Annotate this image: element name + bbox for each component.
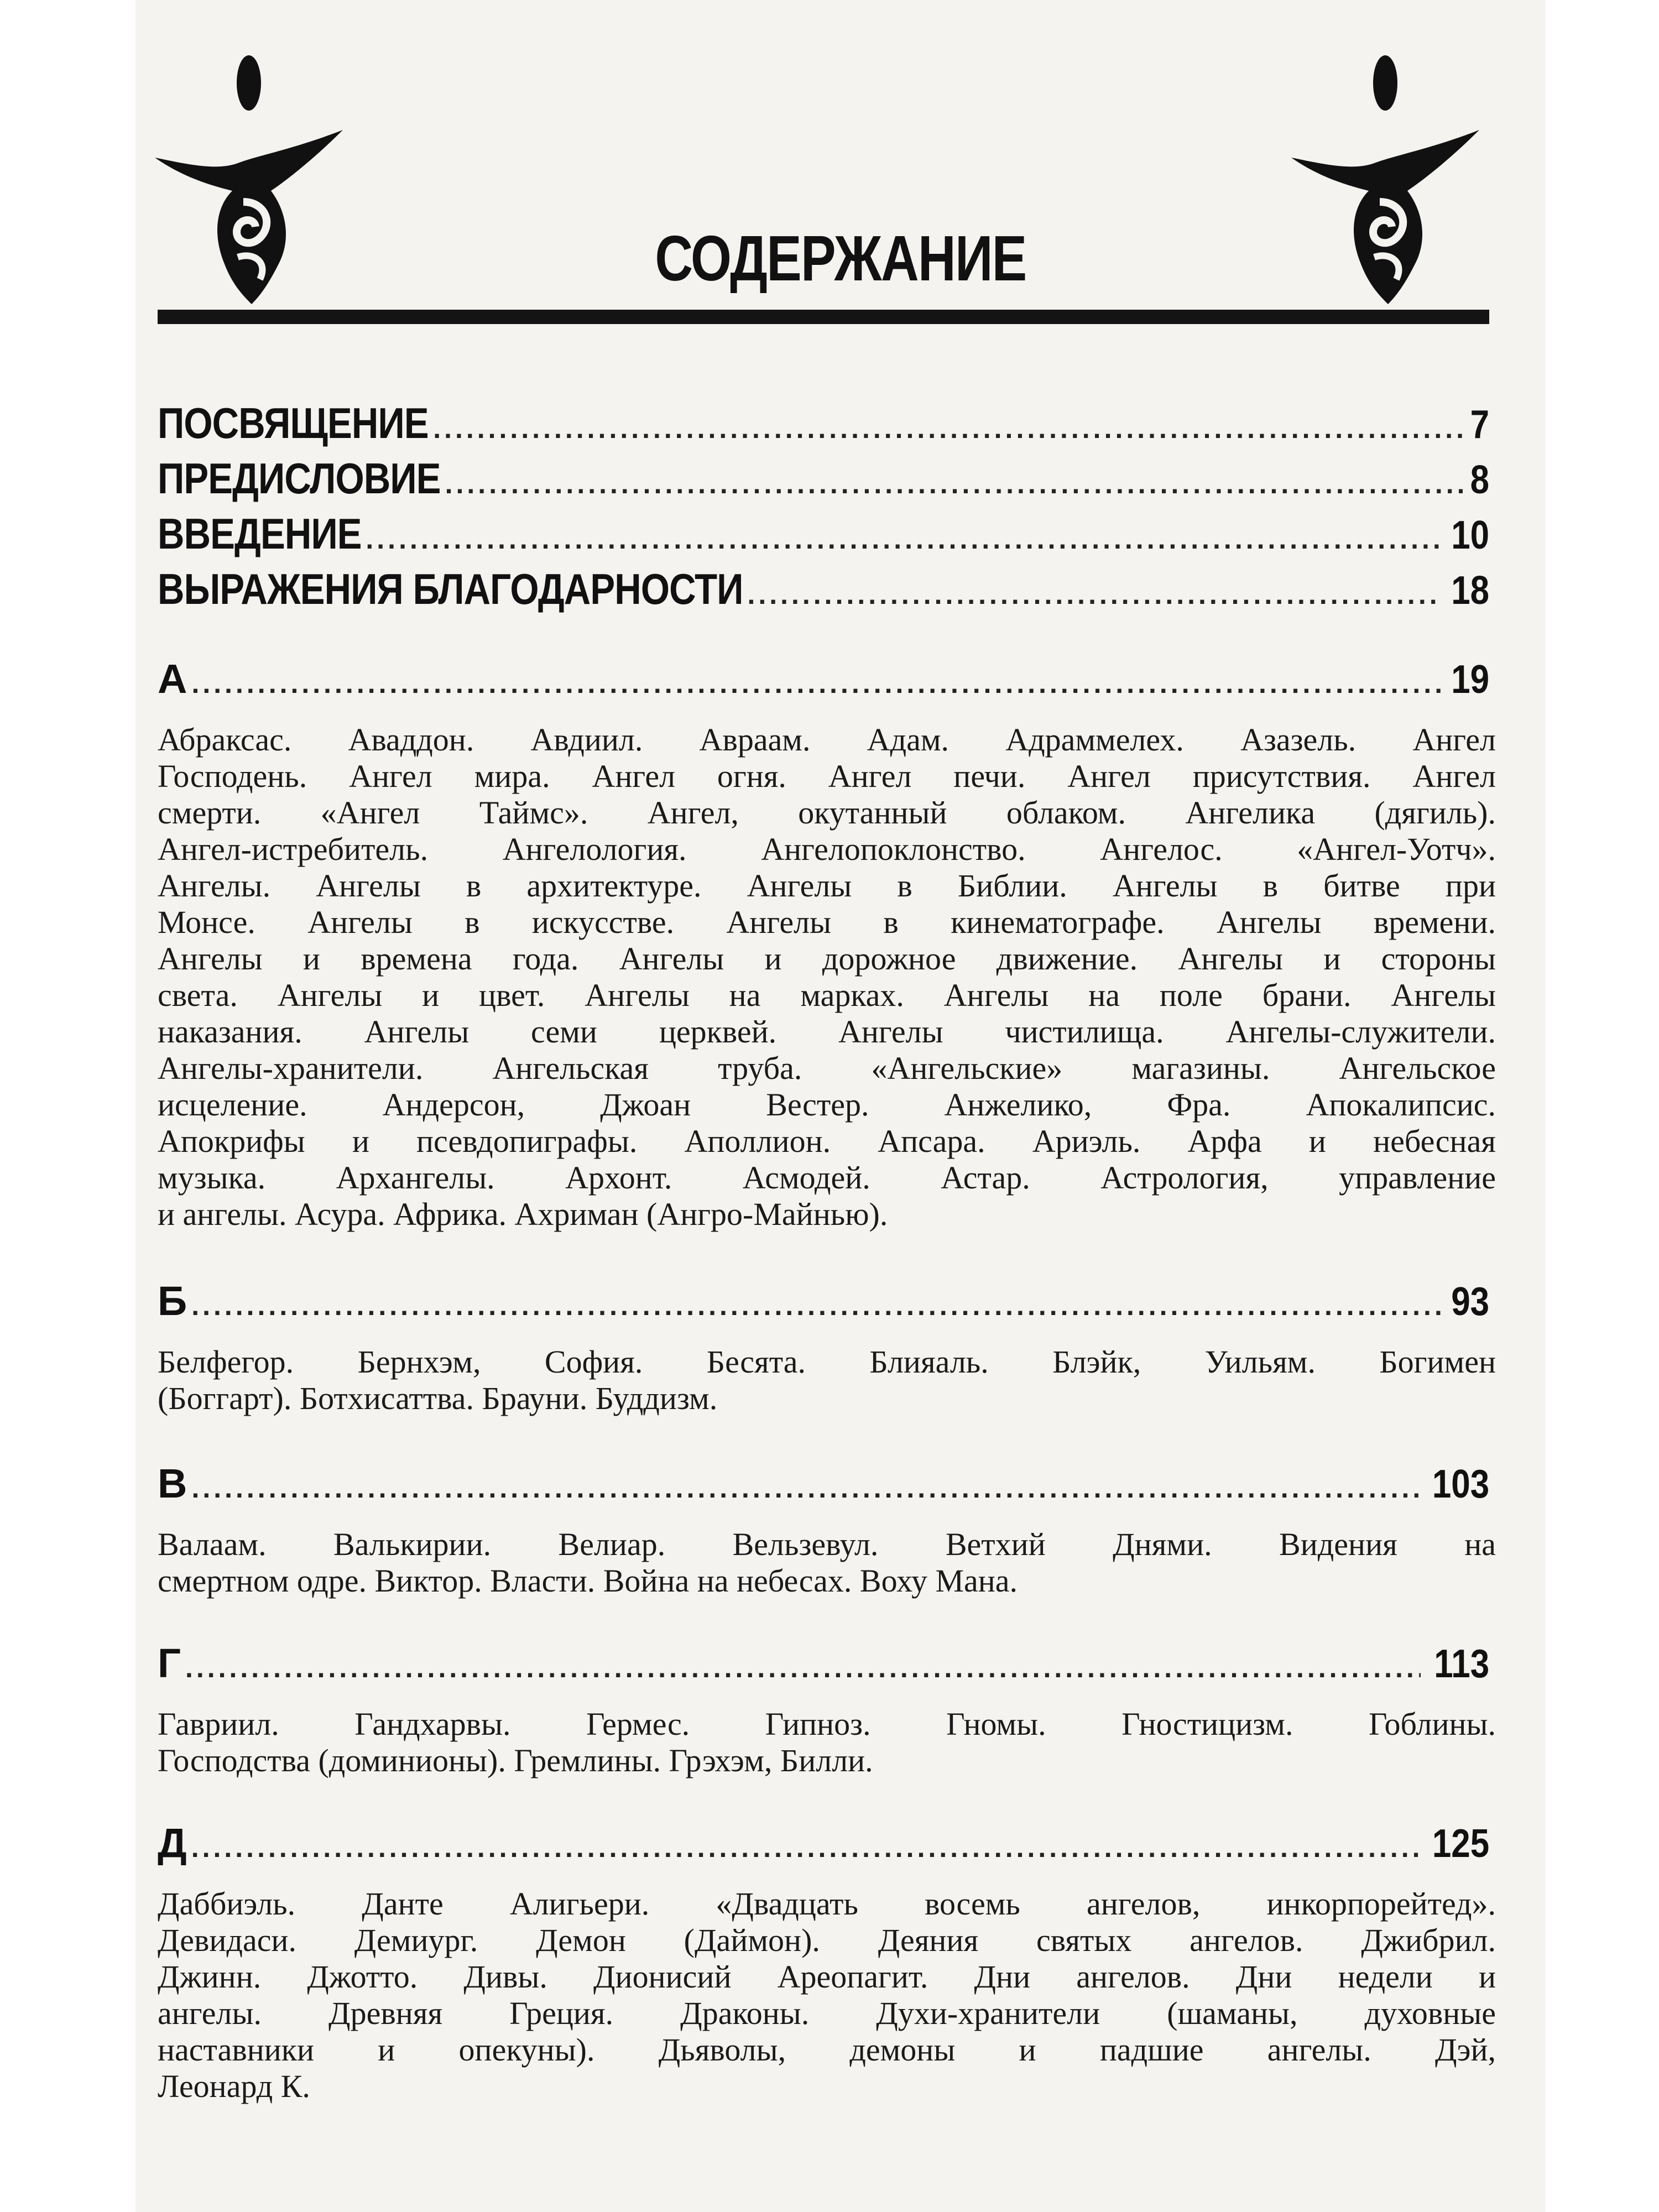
entry-line: смертном одре. Виктор. Власти. Война на небесах. Воху Мана. bbox=[158, 1563, 1018, 1599]
dot-leader bbox=[185, 1652, 1421, 1684]
toc-front-matter-entry[interactable] bbox=[158, 453, 1489, 503]
entry-line: исцеление. Андерсон, Джоан Вестер. Анжелико, Фра. Апокалипсис. bbox=[158, 1087, 1496, 1123]
entry-line: Джинн. Джотто. Дивы. Дионисий Ареопагит. Дни ангелов. Дни недели и bbox=[158, 1959, 1496, 1995]
page-number: 18 bbox=[1451, 568, 1489, 613]
entry-line: Гавриил. Гандхарвы. Гермес. Гипноз. Гномы. Гностицизм. Гоблины. bbox=[158, 1706, 1496, 1742]
dot-leader bbox=[433, 413, 1463, 445]
toc-entry-label: Д bbox=[158, 1820, 187, 1866]
entry-line: ангелы. Древняя Греция. Драконы. Духи-хранители (шаманы, духовные bbox=[158, 1995, 1496, 2031]
entry-line: Монсе. Ангелы в искусстве. Ангелы в кинематографе. Ангелы времени. bbox=[158, 904, 1496, 940]
toc-entry-label: ВЫРАЖЕНИЯ БЛАГОДАРНОСТИ bbox=[158, 565, 743, 613]
entry-line: смерти. «Ангел Таймс». Ангел, окутанный облаком. Ангелика (дягиль). bbox=[158, 795, 1496, 831]
entry-line: Даббиэль. Данте Алигьери. «Двадцать восемь ангелов, инкорпорейтед». bbox=[158, 1886, 1496, 1922]
dot-leader bbox=[191, 1832, 1418, 1864]
dot-leader bbox=[747, 578, 1440, 611]
dot-leader bbox=[191, 1290, 1441, 1322]
title-rule bbox=[158, 310, 1489, 324]
page-number: 8 bbox=[1470, 458, 1489, 502]
toc-entry-label: А bbox=[158, 656, 187, 702]
toc-entry-label: Г bbox=[158, 1640, 181, 1686]
book-page bbox=[135, 0, 1546, 2212]
entry-line: Ангелы. Ангелы в архитектуре. Ангелы в Библии. Ангелы в битве при bbox=[158, 868, 1496, 904]
toc-entry-list bbox=[158, 1526, 1496, 1599]
toc-entry-list bbox=[158, 722, 1496, 1233]
toc-letter-heading[interactable] bbox=[158, 1640, 1489, 1687]
toc-letter-heading[interactable] bbox=[158, 655, 1489, 702]
entry-line: Господства (доминионы). Гремлины. Грэхэм, Билли. bbox=[158, 1743, 873, 1778]
toc-entry-label: ПОСВЯЩЕНИЕ bbox=[158, 399, 429, 447]
entry-line: Леонард К. bbox=[158, 2068, 310, 2104]
page-number: 7 bbox=[1470, 403, 1489, 447]
page-number: 125 bbox=[1432, 1822, 1489, 1866]
toc-entry-label: ВВЕДЕНИЕ bbox=[158, 509, 362, 558]
toc-entry-list bbox=[158, 1344, 1496, 1417]
toc-letter-heading[interactable] bbox=[158, 1819, 1489, 1866]
entry-line: и ангелы. Асура. Африка. Ахриман (Ангро-Майнью). bbox=[158, 1196, 888, 1232]
dot-leader bbox=[445, 468, 1463, 500]
toc-letter-heading[interactable] bbox=[158, 1277, 1489, 1324]
dot-leader bbox=[191, 667, 1440, 700]
entry-line: Апокрифы и псевдопиграфы. Аполлион. Апсара. Ариэль. Арфа и небесная bbox=[158, 1123, 1496, 1159]
entry-line: Ангелы и времена года. Ангелы и дорожное движение. Ангелы и стороны bbox=[158, 941, 1496, 977]
page-number: 19 bbox=[1451, 658, 1489, 702]
entry-line: Девидаси. Демиург. Демон (Даймон). Деяния святых ангелов. Джибрил. bbox=[158, 1922, 1496, 1958]
toc-entry-label: В bbox=[158, 1460, 187, 1506]
toc-entry-label: ПРЕДИСЛОВИЕ bbox=[158, 454, 441, 503]
toc-front-matter-entry[interactable] bbox=[158, 398, 1489, 448]
toc-letter-heading[interactable] bbox=[158, 1460, 1489, 1507]
page-number: 93 bbox=[1451, 1280, 1489, 1324]
entry-line: (Боггарт). Ботхисаттва. Брауни. Буддизм. bbox=[158, 1380, 718, 1416]
entry-line: наказания. Ангелы семи церквей. Ангелы чистилища. Ангелы-служители. bbox=[158, 1014, 1496, 1050]
page-title: СОДЕРЖАНИЕ bbox=[655, 222, 1026, 294]
entry-line: Валаам. Валькирии. Велиар. Вельзевул. Ветхий Днями. Видения на bbox=[158, 1526, 1496, 1562]
entry-line: Белфегор. Бернхэм, София. Бесята. Блияаль. Блэйк, Уильям. Богимен bbox=[158, 1344, 1496, 1380]
entry-line: музыка. Архангелы. Архонт. Асмодей. Астар. Астрология, управление bbox=[158, 1160, 1496, 1196]
entry-line: наставники и опекуны). Дьяволы, демоны и падшие ангелы. Дэй, bbox=[158, 2032, 1496, 2068]
toc-entry-list bbox=[158, 1706, 1496, 1779]
dot-leader bbox=[366, 523, 1441, 555]
entry-line: Господень. Ангел мира. Ангел огня. Ангел печи. Ангел присутствия. Ангел bbox=[158, 758, 1496, 794]
dot-leader bbox=[191, 1472, 1418, 1504]
toc-entry-list bbox=[158, 1886, 1496, 2105]
page-number: 10 bbox=[1451, 513, 1489, 557]
page-number: 113 bbox=[1434, 1642, 1489, 1686]
entry-line: света. Ангелы и цвет. Ангелы на марках. Ангелы на поле брани. Ангелы bbox=[158, 977, 1496, 1013]
toc-front-matter-entry[interactable] bbox=[158, 509, 1489, 559]
toc-entry-label: Б bbox=[158, 1278, 187, 1324]
page-number: 103 bbox=[1432, 1462, 1489, 1506]
entry-line: Абраксас. Аваддон. Авдиил. Авраам. Адам. Адраммелех. Азазель. Ангел bbox=[158, 722, 1496, 758]
toc-front-matter-entry[interactable] bbox=[158, 564, 1489, 614]
entry-line: Ангелы-хранители. Ангельская труба. «Ангельские» магазины. Ангельское bbox=[158, 1050, 1496, 1086]
entry-line: Ангел-истребитель. Ангелология. Ангелопоклонство. Ангелос. «Ангел-Уотч». bbox=[158, 831, 1496, 867]
